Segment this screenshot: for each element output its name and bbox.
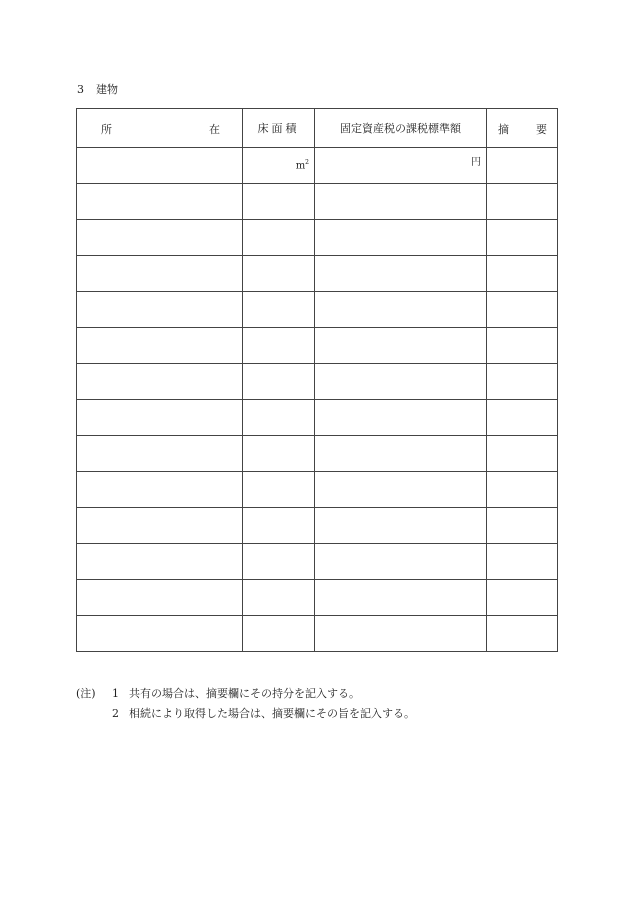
remarks-cell[interactable] (487, 616, 558, 652)
remarks-cell[interactable] (487, 544, 558, 580)
area-unit-base: m (295, 160, 306, 172)
area-unit (296, 157, 309, 172)
remarks-cell[interactable] (487, 148, 558, 184)
section-number: 3 (77, 83, 84, 96)
floor-area-cell[interactable] (243, 328, 315, 364)
floor-area-cell[interactable] (243, 256, 315, 292)
table-row (77, 184, 558, 220)
notes-prefix: (注) (76, 687, 96, 700)
location-cell[interactable] (77, 472, 243, 508)
remarks-cell[interactable] (487, 436, 558, 472)
tax-value-cell[interactable] (315, 184, 487, 220)
remarks-cell[interactable] (487, 292, 558, 328)
table-row (77, 544, 558, 580)
location-cell[interactable] (77, 184, 243, 220)
floor-area-cell[interactable] (243, 364, 315, 400)
table-row (77, 616, 558, 652)
remarks-cell[interactable] (487, 364, 558, 400)
note-number: 2 (112, 707, 119, 720)
header-remarks (487, 109, 558, 148)
table-row (77, 508, 558, 544)
floor-area-cell[interactable] (243, 220, 315, 256)
floor-area-cell[interactable] (243, 508, 315, 544)
tax-value-cell[interactable] (315, 328, 487, 364)
header-location-right: 在 (209, 123, 220, 136)
note-item (76, 684, 415, 704)
remarks-cell[interactable] (487, 328, 558, 364)
floor-area-cell[interactable] (243, 292, 315, 328)
remarks-cell[interactable] (487, 580, 558, 616)
header-remarks-left: 摘 (498, 123, 509, 136)
table-row (77, 256, 558, 292)
floor-area-cell[interactable] (243, 544, 315, 580)
table-row (77, 328, 558, 364)
note-item (76, 704, 415, 724)
location-cell[interactable] (77, 508, 243, 544)
header-row (77, 109, 558, 148)
table-row (77, 148, 558, 184)
remarks-cell[interactable] (487, 472, 558, 508)
building-table (76, 108, 558, 652)
remarks-cell[interactable] (487, 184, 558, 220)
header-location-left: 所 (101, 123, 112, 136)
floor-area-cell[interactable] (243, 580, 315, 616)
tax-value-cell[interactable] (315, 292, 487, 328)
area-unit-exp: 2 (305, 159, 309, 166)
floor-area-cell[interactable] (243, 148, 315, 184)
header-remarks-right: 要 (536, 123, 547, 136)
remarks-cell[interactable] (487, 508, 558, 544)
location-cell[interactable] (77, 580, 243, 616)
location-cell[interactable] (77, 436, 243, 472)
table-row (77, 580, 558, 616)
floor-area-cell[interactable] (243, 472, 315, 508)
table-row (77, 292, 558, 328)
location-cell[interactable] (77, 148, 243, 184)
remarks-cell[interactable] (487, 220, 558, 256)
table-row (77, 364, 558, 400)
tax-value-cell[interactable] (315, 364, 487, 400)
location-cell[interactable] (77, 292, 243, 328)
tax-value-cell[interactable] (315, 616, 487, 652)
location-cell[interactable] (77, 364, 243, 400)
table-row (77, 472, 558, 508)
location-cell[interactable] (77, 400, 243, 436)
yen-unit: 円 (471, 157, 481, 168)
location-cell[interactable] (77, 256, 243, 292)
header-tax-value: 固定資産税の課税標準額 (315, 109, 487, 148)
tax-value-cell[interactable] (315, 580, 487, 616)
tax-value-cell[interactable] (315, 400, 487, 436)
header-location (77, 109, 243, 148)
note-number: 1 (112, 687, 119, 700)
floor-area-cell[interactable] (243, 616, 315, 652)
table-row (77, 400, 558, 436)
location-cell[interactable] (77, 544, 243, 580)
remarks-cell[interactable] (487, 256, 558, 292)
tax-value-cell[interactable] (315, 256, 487, 292)
remarks-cell[interactable] (487, 400, 558, 436)
floor-area-cell[interactable] (243, 400, 315, 436)
table-row (77, 220, 558, 256)
tax-value-cell[interactable] (315, 436, 487, 472)
tax-value-cell[interactable] (315, 508, 487, 544)
table-row (77, 436, 558, 472)
note-text: 相続により取得した場合は、摘要欄にその旨を記入する。 (129, 707, 415, 720)
notes (76, 684, 415, 724)
location-cell[interactable] (77, 328, 243, 364)
location-cell[interactable] (77, 220, 243, 256)
floor-area-cell[interactable] (243, 184, 315, 220)
tax-value-cell[interactable] (315, 148, 487, 184)
tax-value-cell[interactable] (315, 544, 487, 580)
tax-value-cell[interactable] (315, 220, 487, 256)
header-floor-area: 床面積 (243, 109, 315, 148)
note-text: 共有の場合は、摘要欄にその持分を記入する。 (129, 687, 360, 700)
location-cell[interactable] (77, 616, 243, 652)
section-heading: 建物 (96, 83, 118, 96)
tax-value-cell[interactable] (315, 472, 487, 508)
section-title (77, 83, 118, 97)
floor-area-cell[interactable] (243, 436, 315, 472)
